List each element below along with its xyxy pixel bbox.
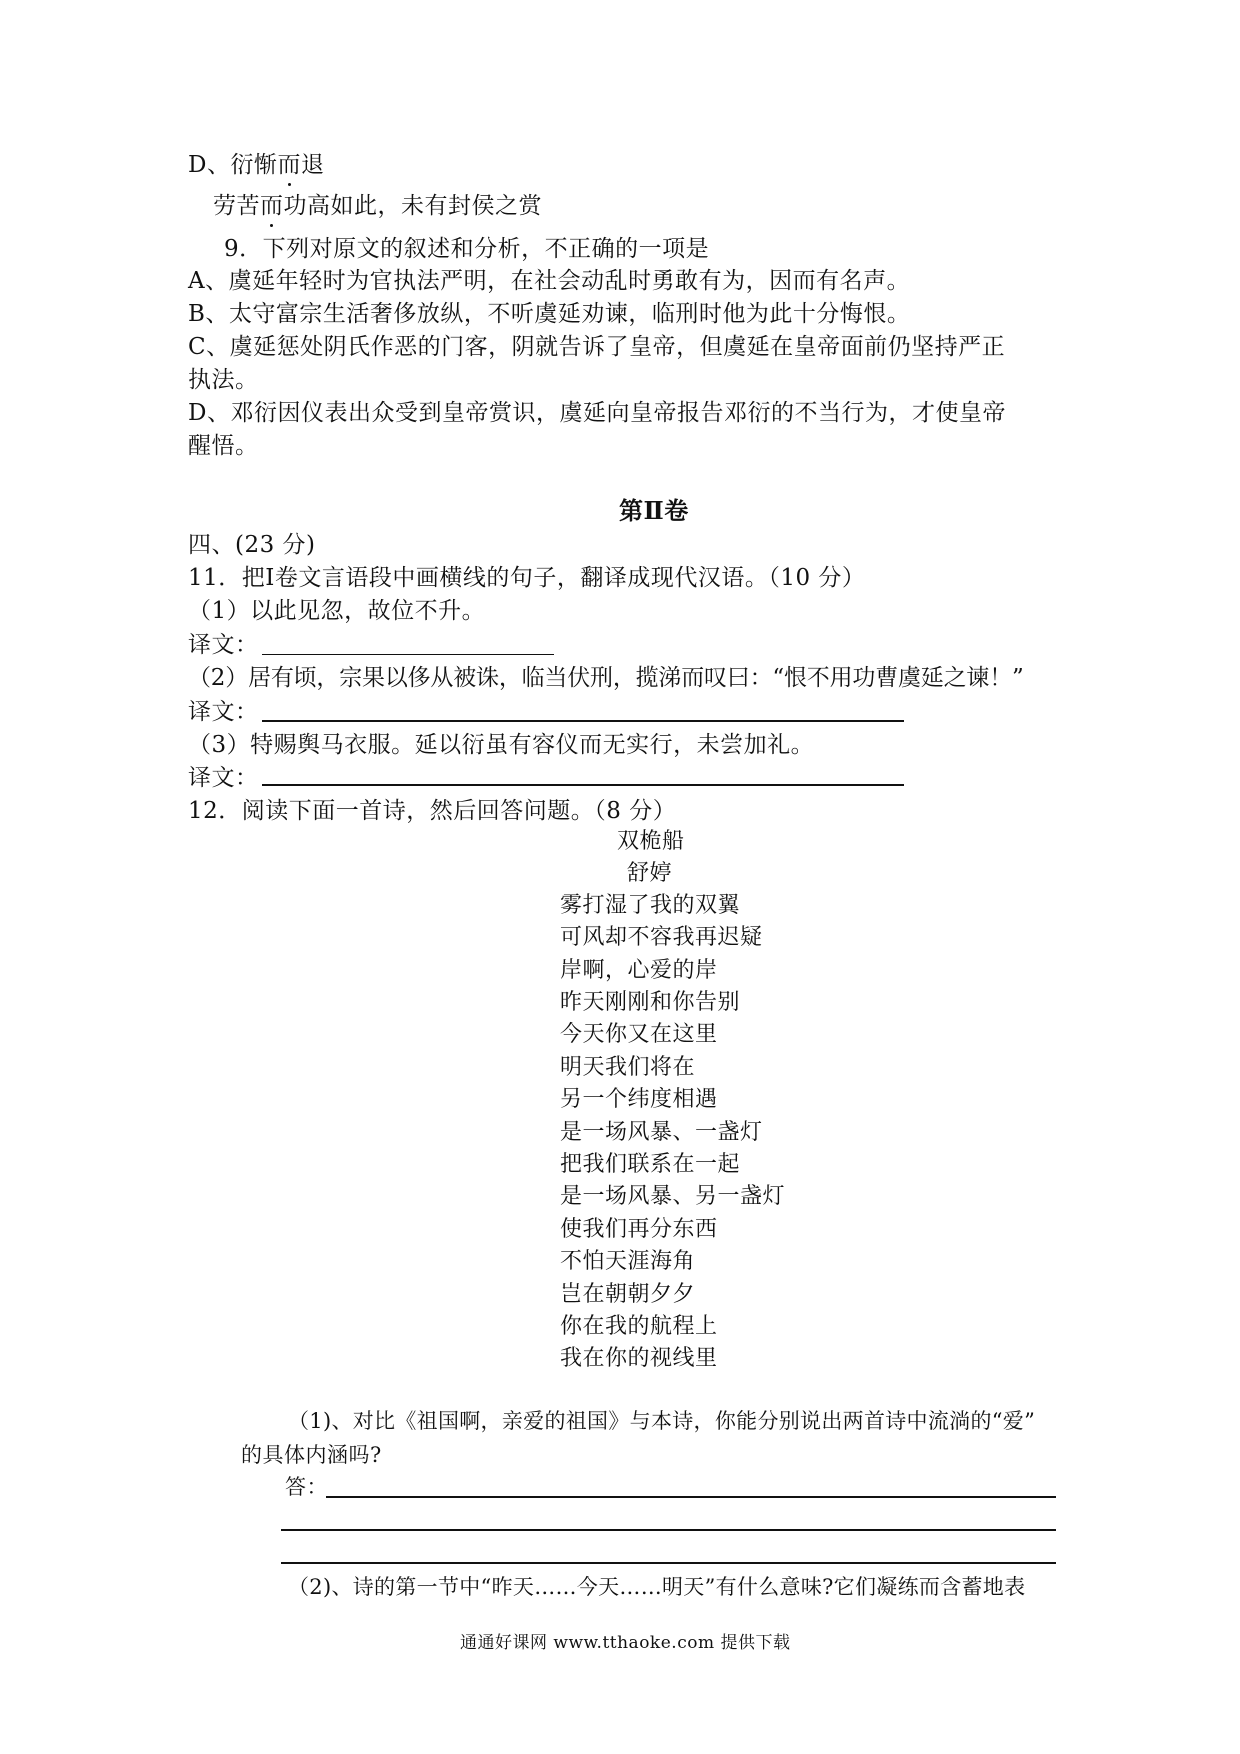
q9-option-d-line1: D、邓衍因仪表出众受到皇帝赏识，虞延向皇帝报告邓衍的不当行为，才使皇帝 <box>188 400 1006 426</box>
poem-line: 今天你又在这里 <box>560 1022 718 1047</box>
q12-stem: 12．阅读下面一首诗，然后回答问题。（8 分） <box>188 798 677 824</box>
q12-sub1-line2: 的具体内涵吗? <box>241 1443 382 1467</box>
q8-option-d-line2: 劳苦而功高如此，未有封侯之赏 <box>213 193 542 219</box>
q9-option-c-line2: 执法。 <box>188 367 259 393</box>
q11-answer-label-2: 译文： <box>188 699 259 725</box>
emphasis-char: 而 <box>277 152 301 178</box>
q11-stem: 11．把Ⅰ卷文言语段中画横线的句子，翻译成现代汉语。（10 分） <box>188 565 866 591</box>
q11-sentence-1: （1）以此见忽，故位不升。 <box>188 598 486 624</box>
q11-answer-label-3: 译文： <box>188 765 259 791</box>
poem-line: 明天我们将在 <box>560 1055 696 1080</box>
q9-option-c-line1: C、虞延惩处阴氏作恶的门客，阴就告诉了皇帝，但虞延在皇帝面前仍坚持严正 <box>188 334 1006 360</box>
poem-line: 是一场风暴、另一盏灯 <box>560 1184 786 1209</box>
poem-line: 可风却不容我再迟疑 <box>560 925 763 950</box>
q12-answer-line-1[interactable] <box>326 1496 1056 1498</box>
poem-line: 另一个纬度相遇 <box>560 1087 718 1112</box>
poem-line: 是一场风暴、一盏灯 <box>560 1120 763 1145</box>
poem-line: 昨天刚刚和你告别 <box>560 990 741 1015</box>
poem-author: 舒婷 <box>627 861 673 886</box>
q8-option-d: D、衍惭而退 <box>188 152 325 178</box>
q12-sub1-line1: （1)、对比《祖国啊，亲爱的祖国》与本诗，你能分别说出两首诗中流淌的“爱” <box>288 1409 1036 1433</box>
poem-line: 把我们联系在一起 <box>560 1152 741 1177</box>
option-label: D、 <box>188 152 231 178</box>
poem-line: 岸啊，心爱的岸 <box>560 958 718 983</box>
q11-answer-line-2[interactable] <box>262 720 904 722</box>
q11-sentence-2: （2）居有顷，宗果以侈从被诛，临当伏刑，揽涕而叹曰：“恨不用功曹虞延之谏！” <box>188 665 1024 691</box>
poem-line: 雾打湿了我的双翼 <box>560 893 741 918</box>
page-footer: 通通好课网 www.tthaoke.com 提供下载 <box>460 1633 791 1653</box>
section-title: 第Ⅱ卷 <box>619 496 689 525</box>
poem-line: 你在我的航程上 <box>560 1314 718 1339</box>
emphasis-char: 而 <box>260 193 284 219</box>
q11-answer-line-3[interactable] <box>262 784 904 786</box>
q11-answer-label-1: 译文： <box>188 632 259 658</box>
poem-title: 双桅船 <box>617 829 685 854</box>
q12-answer-line-3[interactable] <box>281 1562 1056 1564</box>
q12-answer-label: 答： <box>285 1475 328 1499</box>
poem-line: 不怕天涯海角 <box>560 1249 696 1274</box>
q9-option-d-line2: 醒悟。 <box>188 433 259 459</box>
q9-option-a: A、虞延年轻时为官执法严明，在社会动乱时勇敢有为，因而有名声。 <box>188 268 911 294</box>
q12-sub2-line1: （2)、诗的第一节中“昨天……今天……明天”有什么意味?它们凝练而含蓄地表 <box>288 1575 1026 1599</box>
part-four-heading: 四、(23 分) <box>188 532 316 558</box>
poem-line: 我在你的视线里 <box>560 1346 718 1371</box>
poem-line: 岂在朝朝夕夕 <box>560 1282 696 1307</box>
q9-stem: 9．下列对原文的叙述和分析，不正确的一项是 <box>224 236 710 262</box>
q11-sentence-3: （3）特赐舆马衣服。延以衍虽有容仪而无实行，未尝加礼。 <box>188 732 815 758</box>
q11-answer-line-1[interactable] <box>262 654 554 655</box>
q12-answer-line-2[interactable] <box>281 1529 1056 1531</box>
q9-option-b: B、太守富宗生活奢侈放纵，不听虞延劝谏，临刑时他为此十分悔恨。 <box>188 301 911 327</box>
poem-line: 使我们再分东西 <box>560 1217 718 1242</box>
